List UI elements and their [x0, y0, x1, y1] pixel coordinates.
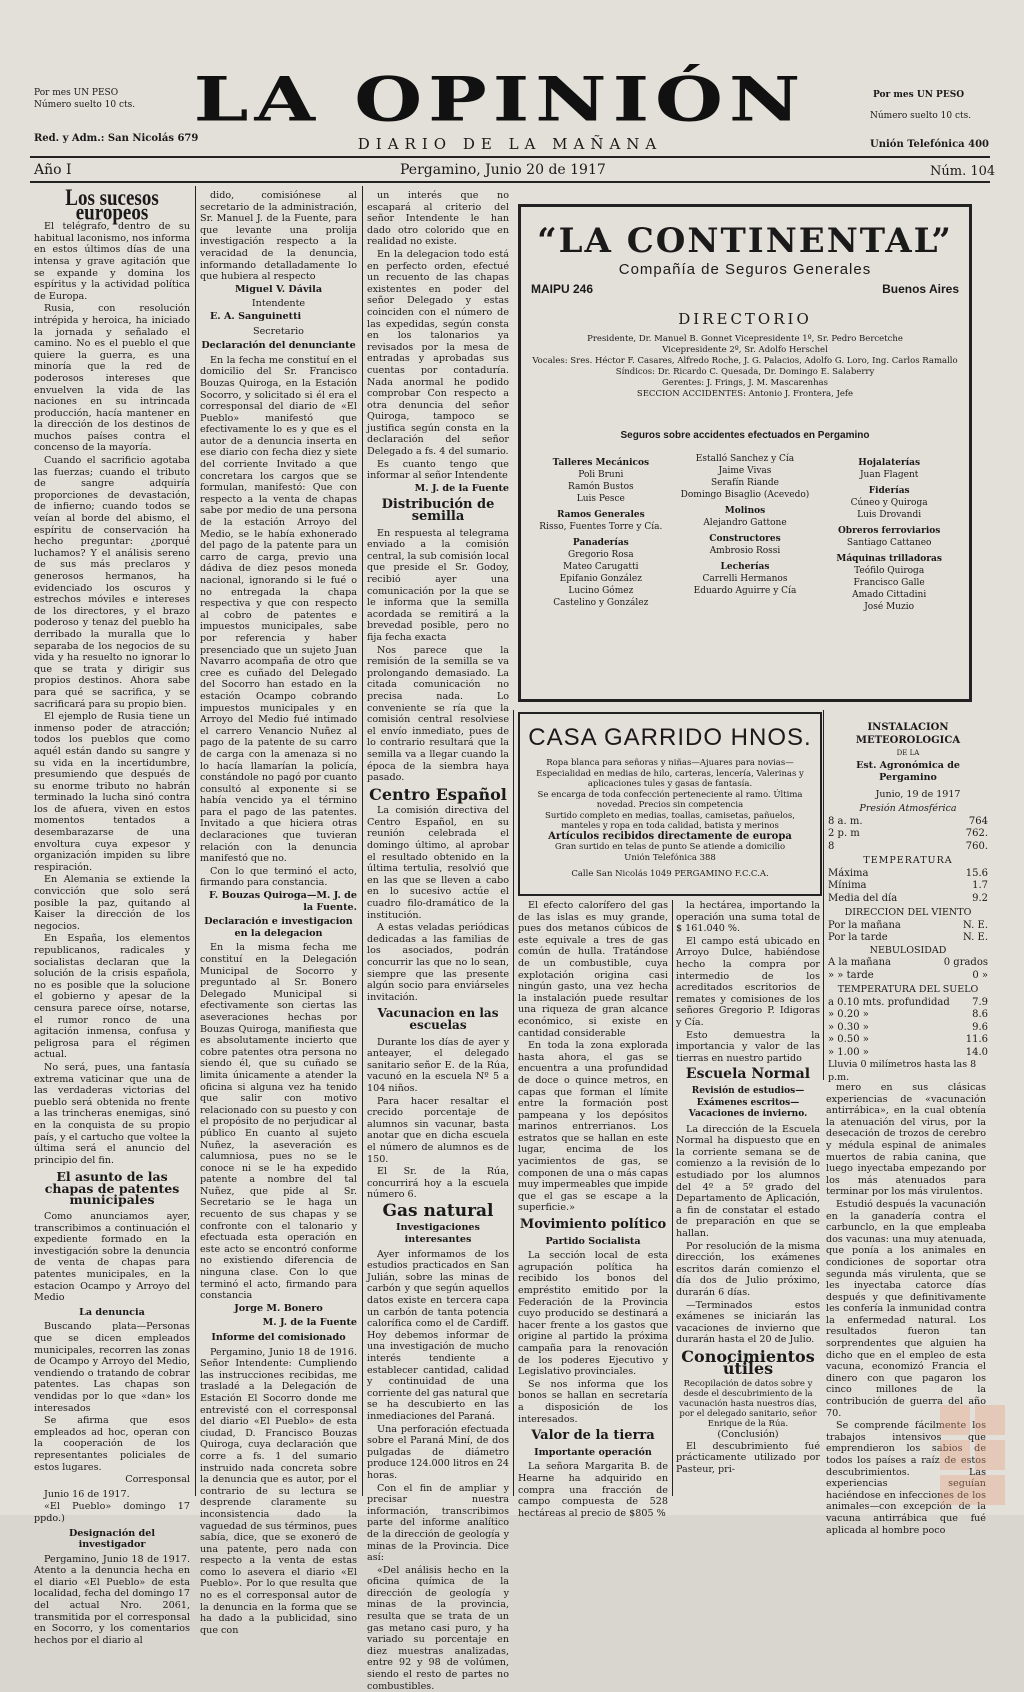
meteo-row	[828, 841, 988, 854]
headline-sucesos-europeos: Los sucesos europeos	[65, 185, 159, 225]
subhead-informe: Informe del comisionado	[211, 1332, 346, 1343]
newspaper-title: LA OPINIÓN	[193, 64, 807, 136]
meteo-value: 9.2	[972, 892, 988, 904]
client-category: Ramos Generales	[556, 510, 645, 520]
paragraph: Se comprende fácilmente los trabajos intensivos que emprendieron los sabios de todos los países a raíz de estos descubrimientos. Las experiencias seguían haciéndose en infecciones de los animales—con excepción de la vacuna antirrábica que fué aplicada al hombre poco	[826, 1420, 986, 1536]
meteo-value: N. E.	[963, 932, 988, 943]
ad-directorio: DIRECTORIO	[678, 310, 812, 328]
column-divider	[195, 186, 196, 1496]
meteo-row	[828, 880, 988, 893]
paragraph: En toda la zona explorada hasta ahora, el gas se encuentra a una profundidad de doce o quince metros, en capas que forman el límite entre la formación post pampeana y los depósitos marinos entrerrianos. Los estratos que se hallan en este lugar, encima de los yacimientos de gas, se componen de una o más capas muy impermeables que impide que el gas se escape a la superficie.»	[518, 1040, 668, 1214]
subhead-partido-socialista: Partido Socialista	[545, 1235, 641, 1247]
paragraph: El descubrimiento fué prácticamente utilizado por Pasteur, pri-	[676, 1440, 820, 1475]
subhead-declaracion: Declaración del denunciante	[201, 340, 356, 352]
paragraph: Estudió después la vacunación en la ganadería contra el carbunclo, en la que empleaba dos vacunas: una muy atenuada, que ponía a los animales en condiciones de soportar otra segunda más virulenta, que se les inyectaba catorce días después y que definitivamente les confería la inmunidad contra la enfermedad natural. Los resultados fueron tan sorprendentes que alguien ha dicho que en el empleo de esta vacuna, economizó Francia el dinero con que pagaron los cinco millones de la contribución de guerra del año 70.	[826, 1198, 986, 1419]
client-name: José Muzio	[864, 602, 915, 612]
ad-address: MAIPU 246	[531, 282, 594, 296]
client-name: Ramón Bustos	[568, 482, 634, 492]
client-name: Lucino Gómez	[568, 586, 634, 596]
meteo-row	[828, 970, 988, 983]
directory-line: Vocales: Sres. Héctor F. Casares, Alfredo Roche, J. G. Palacios, Adolfo G. Loro, Ing. Carlos Ramallo	[532, 356, 958, 366]
meteo-label: Media del día	[828, 892, 898, 904]
meteo-value: 11.6	[965, 1034, 988, 1045]
column-1	[34, 185, 190, 1646]
meteo-row	[828, 893, 988, 906]
signature: M. J. de la Fuente	[414, 482, 509, 494]
subhead-importante-operacion: Importante operación	[534, 1446, 652, 1458]
meteo-label: a 0.10 mts. profundidad	[828, 996, 950, 1008]
client-name: Castelino y González	[553, 598, 649, 608]
meteo-value: 1.7	[972, 880, 988, 891]
client-name: Gregorio Rosa	[568, 550, 634, 560]
paragraph: En la delegacion todo está en perfecto orden, efectué un recuento de las chapas existentes en poder del señor Delegado y estas coinciden con el número de las expedidas, según consta en los talonarios ya revisados por la mesa de entradas y aprobadas sus cuentas por contaduría. Nada anormal he podido comprobar Con respecto a otra denuncia del señor Quiroga, tampoco se justifica según consta en la declaración del señor Delegado a fs. 4 del sumario.	[367, 248, 509, 458]
meteo-temp-heading: TEMPERATURA	[863, 855, 953, 866]
meteo-value: 15.6	[965, 867, 988, 879]
signature-title: Intendente	[251, 298, 306, 310]
paragraph: Se nos informa que los bonos se hallan en secretaría a disposición de los interesados.	[518, 1378, 668, 1425]
meteo-label: » 0.30 »	[828, 1021, 869, 1033]
meteo-label: 8 a. m.	[828, 815, 863, 827]
date-line: Pergamino, Junio 20 de 1917	[400, 162, 606, 178]
subhead-designacion: Designación del investigador	[68, 1527, 156, 1551]
phone: Unión Telefónica 400	[870, 139, 989, 150]
headline-movimiento-politico: Movimiento político	[519, 1217, 667, 1233]
directory-line: Gerentes: J. Frings, J. M. Mascarenhas	[662, 378, 828, 388]
client-name: Amado Cittadini	[852, 590, 927, 600]
ad-la-continental	[518, 204, 972, 702]
paragraph: Buscando plata—Personas que se dicen empleados municipales, recorren las zonas de Ocampo y Arroyo del Medio, vendiendo o tratando de cobrar patentes. Las chapas son vendidas por lo que «dan» los interesados	[34, 1321, 190, 1414]
meteo-row	[828, 997, 988, 1010]
ad-seguros-heading: Seguros sobre accidentes efectuados en Pergamino	[620, 430, 870, 441]
paragraph: Ayer informamos de los estudios practicados en San Julián, sobre las minas de carbón y que según aquellos datos existe en tercera capa un carbón de tanta potencia calorífica como el de Cardiff. Hoy debemos informar de una investigación de mucho interés tendiente a establecer cantidad, calidad y continuidad de una corriente del gas natural que se ha descubierto en las inmediaciones del Paraná.	[367, 1248, 509, 1422]
client-name: Ambrosio Rossi	[709, 546, 781, 556]
client-category: Hojalaterías	[858, 458, 921, 468]
signature: Miguel V. Dávila	[234, 283, 323, 295]
meteo-label: » 0.50 »	[828, 1034, 869, 1045]
subhead-recopilacion: Recopilación de datos sobre y desde el descubrimiento de la vacunación hasta nuestros días, por el delegado sanitario, señor Enrique de la Rúa.	[679, 1379, 817, 1430]
paragraph: Durante los días de ayer y anteayer, el delegado sanitario señor E. de la Rúa, vacunó en la escuela Nº 5 a 104 niños.	[367, 1036, 509, 1094]
client-list-2	[677, 453, 813, 613]
client-name: Luis Drovandi	[857, 510, 922, 520]
meteo-station: Est. Agronómica de Pergamino	[856, 759, 960, 783]
subhead-denuncia: La denuncia	[79, 1306, 145, 1318]
meteo-neb-heading: NEBULOSIDAD	[869, 944, 947, 956]
paragraph: En la fecha me constituí en el domicilio del Sr. Francisco Bouzas Quiroga, en la Estación Socorro, y solicitado si él era el corresponsal del diario de «El Pueblo» manifestó que efectivamente lo es y que es el autor de a denuncia inserta en ese diario con fecha diez y siete del corriente Invitado a que concretara los cargos que se formulan, manifestó: Que con respecto a la venta de chapas sabe por medio de una persona de la estación Arroyo del Medio, se le había exhonerado del pago de la patente para un carro de carga, previo una dádiva de diez pesos moneda nacional, ignorando si le fué o no entregada la chapa respectiva y que con respecto al cobro de patentes e impuestos municipales, sabe por referencia y haber presenciado que un sujeto Juan Navarro acompaña de otro que cree es cuñado del Delegado del Socorro han estado en la estación Ocampo cobrando impuestos municipales y en Arroyo del Medio fué intimado el carrero Venancio Nuñez al pago de la patente de su carro de carga con la amenaza si no lo hacía llamarían la policía, constándole no pagó por cuanto consultó al exponente si se había vencido ya el término para el pago de las patentes. Invitado a que hiciera otras declaraciones que tuvieran relación con la denuncia manifestó que no.	[200, 354, 357, 865]
client-name: Alejandro Gattone	[703, 518, 787, 528]
paragraph: El efecto calorífero del gas de las islas es muy grande, pues dos metanos cúbicos de este equivale a tres de gas común de hulla. Tratándose de un combustible, cuya explotación origina casi ningún gasto, una vez hecha la instalación puede resultar una riqueza de gran alcance económico, si existe en cantidad considerable	[518, 900, 668, 1039]
headline-gas-natural: Gas natural	[382, 1200, 494, 1221]
meteo-report	[828, 722, 988, 1082]
subhead-revision: Revisión de estudios—Exámenes escritos—Vacaciones de invierno.	[688, 1085, 808, 1120]
wind-table	[828, 920, 988, 945]
meteo-value: 760.	[965, 840, 988, 852]
meteo-label: Por la tarde	[828, 932, 888, 943]
client-name: Juan Flagent	[859, 470, 919, 480]
column-divider	[362, 186, 363, 1496]
headline-centro-espanol: Centro Español	[369, 784, 507, 804]
directory-line: Síndicos: Dr. Ricardo C. Quesada, Dr. Domingo E. Salaberry	[615, 367, 875, 377]
client-name: Carrelli Hermanos	[702, 574, 788, 584]
directory-line: Presidente, Dr. Manuel B. Gonnet Vicepresidente 1º, Sr. Pedro Bercetche	[587, 334, 903, 344]
paragraph: Con lo que terminó el acto, firmando para constancia.	[200, 865, 357, 889]
meteo-value: 764	[968, 815, 988, 827]
client-category: Obreros ferroviarios	[837, 526, 941, 536]
masthead-rule	[30, 156, 990, 158]
client-name: Jaime Vivas	[718, 466, 772, 476]
meteo-row	[828, 816, 988, 829]
meteo-row	[828, 957, 988, 970]
watermark-logo	[935, 1395, 1015, 1515]
subhead-investigaciones: Investigaciones interesantes	[396, 1222, 480, 1246]
paragraph: La sección local de esta agrupación política ha recibido los bonos del empréstito emitido por la Federación de la Provincia cuyo producido se destinará a hacer frente a los gastos que origine al partido la próxima campaña para la renovación de los poderes Ejecutivo y Legislativo provinciales.	[518, 1250, 668, 1378]
client-list-3	[821, 453, 957, 613]
paragraph: La señora Margarita B. de Hearne ha adquirido en compra una fracción de campo compuesta de 528 hectáreas al precio de $805 %	[518, 1461, 668, 1519]
meteo-label: » 0.20 »	[828, 1009, 869, 1020]
meteo-of: DE LA	[896, 749, 920, 757]
column-divider	[513, 710, 514, 1496]
client-name: Estalló Sanchez y Cía	[695, 454, 795, 464]
meteo-label: 2 p. m	[828, 828, 860, 839]
client-name: Domingo Bisaglio (Acevedo)	[680, 490, 810, 500]
directory-line: SECCION ACCIDENTES: Antonio J. Frontera, Jefe	[636, 389, 854, 399]
client-category: Fiderías	[868, 486, 910, 496]
meteo-row	[828, 1009, 988, 1022]
meteo-row	[828, 828, 988, 841]
left-issue-price: Número suelto 10 cts.	[34, 100, 136, 110]
signature: F. Bouzas Quiroga—M. J. de la Fuente.	[209, 890, 357, 913]
paragraph: mero en sus clásicas experiencias de «vacunación antirrábica», en la cual obtenía la atenuación del virus, por la desecación de trozos de cerebro y médula espinal de animales muertos de rabia canina, que luego inyectaba empezando por los más atenuados para terminar por los más virulentos.	[826, 1082, 986, 1198]
column-4	[518, 900, 668, 1519]
meteo-row	[828, 932, 988, 945]
ad-line: Artículos recibidos directamente de europa	[548, 830, 792, 842]
date-rule	[30, 181, 990, 183]
column-3	[367, 190, 510, 1692]
client-category: Talleres Mecánicos	[552, 458, 650, 468]
paragraph: Rusia, con resolución intrépida y heroica, ha iniciado la jornada y señalado el camino. No es el pueblo el que quiere la guerra, es una minoría que la red de poderosos intereses que envuelven la vida de las naciones en su intrincada producción, hacía mantener en la dirección de los destinos de muchos países contra el concenso de la mayoría.	[34, 303, 190, 454]
right-price: Por mes UN PESO	[873, 90, 965, 100]
client-category: Lecherías	[720, 562, 770, 572]
paragraph: Pergamino, Junio 18 de 1917. Atento a la denuncia hecha en el diario «El Pueblo» de esta localidad, fecha del domingo 17 del actual Nro. 2061, transmitida por el corresponsal en Socorro, y los comentarios hechos por el diario al	[34, 1553, 190, 1646]
directory-line: Vicepresidente 2º, Sr. Adolfo Herschel	[662, 345, 828, 355]
paragraph: Es cuanto tengo que informar al señor Intendente	[367, 458, 509, 482]
meteo-date: Junio, 19 de 1917	[875, 788, 961, 800]
paragraph: En la misma fecha me constituí en la Delegación Municipal de Socorro y preguntado al Sr. Bonero Delegado Municipal si efectivamente son ciertas las aseveraciones hechas por Bouzas Quiroga, manifiesta que es absolutamente incierto que cobre patentes otra persona no siendo él, que su cuñado se limita únicamente a atender la oficina si alguna vez ha tenido que salir con motivo relacionado con su puesto y con el propósito de no perjudicar al público En cuanto al sujeto Nuñez, la aseveración es calumniosa, pues no se le conoce ni se le ha expedido patente a nombre del tal Nuñez, que pide al Sr. Secretario se le haga un recuento de sus chapas y se confronte con el talonario y efectuada esta operación en este acto se encontró conforme no existiendo diferencia de ninguna clase. Con lo que terminó el acto, firmando para constancia	[200, 942, 357, 1302]
meteo-wind-heading: DIRECCION DEL VIENTO	[844, 907, 972, 918]
meteo-rain: Lluvia 0 milímetros hasta las 8 p.m.	[828, 1059, 977, 1083]
paragraph: Se afirma que esos empleados ad hoc, operan con la cooperación de los representantes policiales de estos lugares.	[34, 1415, 190, 1473]
client-name: Epifanio González	[559, 574, 642, 584]
paragraph: A estas veladas periódicas dedicadas a las familias de los asociados, podrán concurrir las que no lo sean, siempre que las presente algún socio para enviárseles invitación.	[367, 922, 509, 1003]
publication-line: «El Pueblo» domingo 17 ppdo.)	[34, 1501, 190, 1524]
meteo-value: 7.9	[972, 996, 988, 1008]
meteo-label: » 1.00 »	[828, 1046, 869, 1058]
meteo-pressure-heading: Presión Atmosférica	[859, 803, 957, 814]
meteo-value: 762.	[965, 828, 988, 839]
meteo-soil-heading: TEMPERATURA DEL SUELO	[837, 984, 979, 995]
paragraph: El campo está ubicado en Arroyo Dulce, habiéndose hecho la compra por intermedio de los acreditados escritorios de remates y comisiones de los señores Gregorio P. Idigoras y Cía.	[676, 935, 820, 1028]
ad-casa-garrido	[518, 712, 822, 896]
paragraph: Una perforación efectuada sobre el Paraná Miní, de dos pulgadas de diámetro produce 124.000 litros en 24 horas.	[367, 1423, 509, 1481]
nebulosity-table	[828, 957, 988, 982]
client-list-1	[533, 453, 669, 613]
client-name: Teófilo Quiroga	[854, 566, 925, 576]
headline-vacunacion: Vacunacion en las escuelas	[377, 1006, 499, 1032]
paragraph: —Terminados estos exámenes se iniciarán las vacaciones de invierno que durarán hasta el 20 de Julio.	[676, 1299, 820, 1346]
paragraph: En España, los elementos republicanos, radicales y socialistas declaran que la solución de la crisis española, no es posible que la solucione el gobierno y apesar de la censura parece oírse, notarse, el rumor ronco de una agitación inmensa, confusa y peligrosa para el régimen actual.	[34, 933, 190, 1061]
column-divider	[823, 710, 824, 1080]
ad-city: Buenos Aires	[882, 282, 959, 296]
paragraph: dido, comisiónese al secretario de la administración, Sr. Manuel J. de la Fuente, para que levante una prolija investigación respecto a la veracidad de la denuncia, informando detalladamente lo que hubiera al respecto	[200, 190, 357, 283]
paragraph: Con el fin de ampliar y precisar nuestra información, transcribimos parte del informe analítico de la dirección de geología y minas de la Provincia. Dice así:	[367, 1482, 509, 1564]
client-category: Constructores	[709, 534, 781, 544]
client-category: Molinos	[724, 506, 766, 516]
subhead-delegacion: Declaración e investigacion en la delegacion	[204, 916, 353, 939]
right-issue-price: Número suelto 10 cts.	[870, 111, 972, 121]
client-category: Panaderías	[572, 538, 629, 548]
meteo-value: N. E.	[963, 919, 988, 931]
ad-line: Surtido completo en medias, toallas, camisetas, pañuelos, manteles y ropa en toda calidad, batista y merinos	[545, 810, 795, 831]
pressure-table	[828, 816, 988, 854]
meteo-label: Mínima	[828, 880, 867, 891]
headline-chapas-patentes: El asunto de las chapas de patentes municipales	[44, 1169, 180, 1208]
meteo-value: 14.0	[965, 1046, 988, 1058]
meteo-value: 8.6	[972, 1009, 988, 1020]
left-price: Por mes UN PESO	[34, 88, 119, 98]
headline-valor-tierra: Valor de la tierra	[531, 1428, 655, 1444]
signature: E. A. Sanguinetti	[210, 310, 302, 322]
client-name: Serafín Riande	[711, 478, 779, 488]
issue-number: Núm. 104	[930, 164, 996, 179]
column-2	[200, 190, 357, 1636]
meteo-label: 8	[828, 840, 835, 852]
ad-client-lists	[533, 453, 957, 613]
meteo-label: Máxima	[828, 867, 869, 879]
client-category: Máquinas trilladoras	[836, 554, 942, 564]
paragraph: El telégrafo, dentro de su habitual laconismo, nos informa en estos últimos días de una intensa y grave agitación que se expande y domina los espíritus y la actividad política de Europa.	[34, 221, 190, 302]
headline-escuela-normal: Escuela Normal	[685, 1066, 811, 1083]
meteo-value: 0 »	[972, 969, 988, 981]
signature: M. J. de la Fuente	[262, 1317, 357, 1329]
ad-subtitle: Compañía de Seguros Generales	[618, 261, 872, 278]
client-name: Poli Bruni	[578, 470, 624, 480]
headline-conocimientos-utiles: Conocimientos útiles	[681, 1346, 815, 1378]
date-line: Junio 16 de 1917.	[44, 1488, 130, 1500]
client-name: Mateo Carugatti	[563, 562, 639, 572]
paragraph: Cuando el sacrificio agotaba las fuerzas; cuando el tributo de sangre adquiría proporciones de devastación, de infierno; cuando todos se veían al borde del abismo, el espíritu de conservación ha hecho preguntar: ¿porqué luchamos? Y el análisis sereno de sus más preclaros y generosos hermanos, ha evidenciado los oscuros y estrechos móviles e intereses de los directores, y el brazo poderoso y tenaz del pueblo ha derribado la muralla que lo separaba de los negocios de su vida y ha resuelto no ignorar lo que se trata y dirigir sus propios destinos. Ahora sabe para qué se sacrifica, y se sacrificará para su propio bien.	[34, 455, 190, 710]
column-divider	[672, 900, 673, 1496]
client-name: Risso, Fuentes Torre y Cía.	[539, 522, 663, 532]
address: Red. y Adm.: San Nicolás 679	[34, 133, 199, 144]
meteo-row	[828, 920, 988, 933]
ad-line: Ropa blanca para señoras y niñas—Ajuares para novias—Especialidad en medias de hilo, carteras, lencería, Valerinas y aplicaciones tules y gasas de fantasía.	[536, 758, 804, 789]
paragraph: No será, pues, una fantasía extrema vaticinar que una de las verdaderas victorias del pueblo será obtenida no frente a las trincheras enemigas, sinó en la conquista de su propio país, y el cartucho que voltee la última será el anuncio del principio del fin.	[34, 1061, 190, 1166]
meteo-value: 9.6	[972, 1021, 988, 1033]
ad-line: Se encarga de toda confección perteneciente al ramo. Última novedad. Precios sin competencia	[537, 789, 803, 810]
meteo-row	[828, 1047, 988, 1060]
meteo-label: A la mañana	[828, 957, 891, 968]
meteo-title: INSTALACION METEOROLOGICA	[855, 722, 961, 746]
newspaper-subtitle: DIARIO DE LA MAÑANA	[357, 135, 663, 153]
paragraph: Como anunciamos ayer, transcribimos a continuación el expediente formado en la investigación sobre la denuncia de venta de chapas para patentes municipales, en la estacion Ocampo y Arroyo del Medio	[34, 1211, 190, 1304]
continuation-label: (Conclusión)	[717, 1429, 779, 1441]
signature-title: Secretario	[253, 325, 304, 337]
column-5	[676, 900, 820, 1500]
paragraph: «Del análisis hecho en la oficina química de la dirección de geología y minas de la provincia, resulta que se trata de un gas metano casi puro, y ha variado su porcentaje en diez muestras analizadas, entre 92 y 98 de volúmen, siendo el resto de partes no combustibles.	[367, 1564, 509, 1692]
paragraph: la hectárea, importando la operación una suma total de $ 161.040 %.	[676, 900, 820, 935]
ad-title: CASA GARRIDO HNOS.	[528, 724, 812, 751]
paragraph: En Alemania se extiende la convicción que solo será posible la paz, quitando al Kaiser la dirección de los negocios.	[34, 874, 190, 932]
meteo-row	[828, 1022, 988, 1035]
ad-line: Unión Telefónica 388	[624, 852, 716, 863]
meteo-label: Por la mañana	[828, 919, 901, 931]
paragraph: Esto demuestra la importancia y valor de las tierras en nuestro partido	[676, 1029, 820, 1064]
ad-title: “LA CONTINENTAL”	[537, 221, 953, 261]
temperature-table	[828, 868, 988, 906]
signature: Jorge M. Bonero	[234, 1302, 323, 1314]
paragraph: un interés que no escapará al criterio del señor Intendente le han dado otro colorido que en realidad no existe.	[367, 190, 509, 248]
client-name: Eduardo Aguirre y Cía	[693, 586, 797, 596]
client-name: Francisco Galle	[853, 578, 925, 588]
meteo-row	[828, 868, 988, 881]
paragraph: Nos parece que la remisión de la semilla se va prolongando demasiado. La citada comunicación no precisa nada. Lo conveniente se ría que la comisión central resolviese el envío inmediato, pues de lo contrario resultará que la semilla va a llegar cuando la época de la siembra haya pasado.	[367, 644, 509, 784]
soil-table	[828, 997, 988, 1060]
meteo-row	[828, 1034, 988, 1047]
ad-line: Calle San Nicolás 1049 PERGAMINO F.C.C.A.	[571, 869, 769, 879]
paragraph: La comisión directiva del Centro Español, en su reunión celebrada el domingo último, al aprobar el resultado obtenido en la última tertulia, resolvió que en las que se lleven a cabo en lo sucesivo actúe el cuadro filo-dramático de la institución.	[367, 805, 509, 921]
client-name: Santiago Cattaneo	[846, 538, 932, 548]
ad-line: Gran surtido en telas de punto Se atiende a domicilio	[554, 842, 786, 852]
paragraph: Para hacer resaltar el crecido porcentaje de alumnos sin vacunar, basta anotar que en dicha escuela el número de alumnos es de 150.	[367, 1095, 509, 1165]
paragraph: Pergamino, Junio 18 de 1916. Señor Intendente: Cumpliendo las instrucciones recibidas, me trasladé a la Delegación de Estación El Socorro donde me entrevisté con el corresponsal del diario «El Pueblo» de esta ciudad, D. Francisco Bouzas Quiroga, cuya declaración que corre a fs. 1 del sumario instruido nada concreta sobre la denuncia que es autor, por el contrario de su lectura se desprende claramente su inconsistencia dado la vaguedad de sus términos, pues sabía, dice, que se exoneró de una patente, pero nada con respecto a la venta de estas como lo asevera el diario «El Pueblo». Por lo que resulta que no es el corresponsal autor de la denuncia en la forma que se ha dado a la publicidad, sino que con	[200, 1346, 357, 1636]
meteo-value: 0 grados	[943, 957, 988, 968]
headline-distribucion-semilla: Distribución de semilla	[381, 497, 495, 525]
paragraph: La dirección de la Escuela Normal ha dispuesto que en la corriente semana se de comienzo a la revisión de lo estudiado por los alumnos del 4º a 5º grado del Departamento de Aplicación, a fin de constatar el estado de preparación en que se hallan.	[676, 1123, 820, 1240]
paragraph: En respuesta al telegrama enviado a la comisión central, la sub comisión local que preside el Sr. Godoy, recibió ayer una comunicación por la que se le informa que la semilla acordada se remitirá a la brevedad posible, pero no fija fecha exacta	[367, 527, 510, 643]
paragraph: El Sr. de la Rúa, concurrirá hoy a la escuela número 6.	[367, 1166, 509, 1201]
year-label: Año I	[34, 162, 72, 178]
client-name: Cúneo y Quiroga	[850, 498, 928, 508]
paragraph: Por resolución de la misma dirección, los exámenes escritos darán comienzo el día dos de Julio próximo, durarán 6 días.	[676, 1240, 820, 1298]
signature: Corresponsal	[125, 1474, 190, 1486]
ad-directory-text	[521, 334, 969, 400]
client-name: Luis Pesce	[576, 494, 625, 504]
paragraph: El ejemplo de Rusia tiene un inmenso poder de atracción; todos los pueblos que como aquél están dando su sangre y su vida en la incertidumbre, presumiendo que después de su enorme tributo no habrán terminado la lucha sinó contra los de afuera, viven en estos momentos tentados a desembarazarse de una envoltura cuya expesor y organización impiden su libre respiración.	[34, 711, 190, 873]
meteo-label: » » tarde	[828, 969, 874, 981]
